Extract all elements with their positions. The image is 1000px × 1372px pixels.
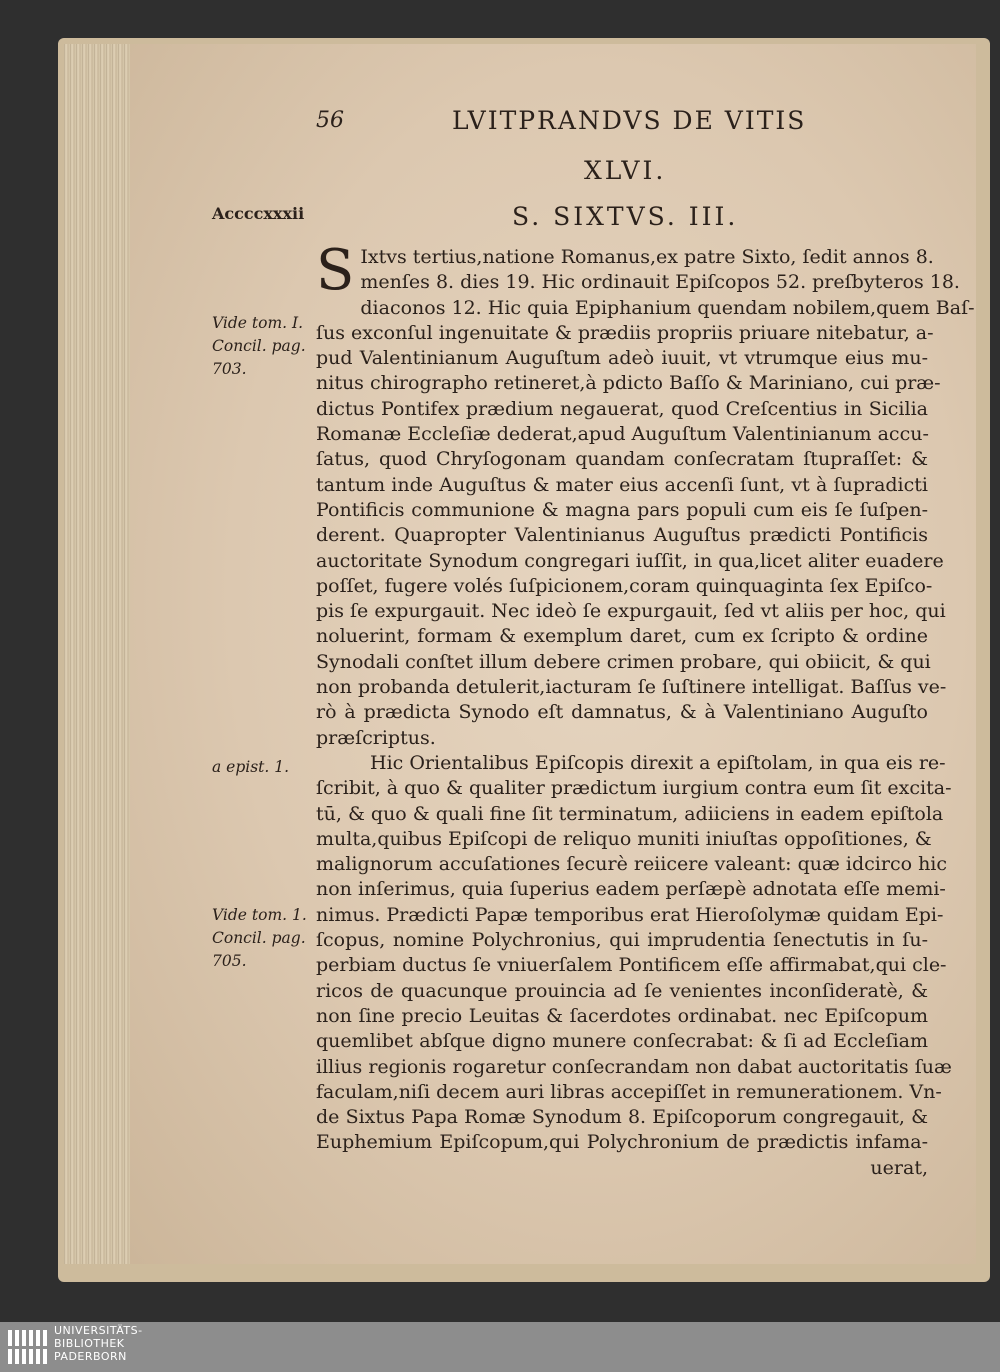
running-head xyxy=(312,104,812,140)
text-line: ſcribit, à quo & qualiter prædictum iurgium contra eum ſit excita- xyxy=(316,777,952,800)
text-line: poſſet, fugere volés ſuſpicionem,coram quinquaginta ſex Epiſco- xyxy=(316,574,933,597)
margin-year-note: Accccxxxii xyxy=(212,204,305,223)
text-line: faculam,niſi decem auri libras accepiſſet in remunerationem. Vn- xyxy=(316,1080,942,1103)
catchword: uerat, xyxy=(870,1156,928,1179)
text-line: pud Valentinianum Auguſtum adeò iuuit, vt vtrumque eius mu- xyxy=(316,347,928,370)
text-line: illius regionis rogaretur conſecrandam non dabat auctoritatis ſuæ xyxy=(316,1055,952,1078)
text-line: derent. Quapropter Valentinianus Auguſtus prædicti Pontificis xyxy=(316,524,928,547)
logo-line: UNIVERSITÄTS- xyxy=(54,1324,143,1337)
text-line: non inſerimus, quia ſuperius eadem perſæpè adnotata eſſe memi- xyxy=(316,878,946,901)
university-library-logo-icon xyxy=(6,1326,50,1368)
text-line: non probanda detulerit,iacturam ſe ſuſtinere intelligat. Baſſus ve- xyxy=(316,676,947,699)
chapter-title: S. SIXTVS. III. xyxy=(512,202,739,231)
body-text xyxy=(316,238,975,1181)
text-line: noluerint, formam & exemplum daret, cum ex ſcripto & ordine xyxy=(316,625,928,648)
running-title: LVITPRANDVS DE VITIS xyxy=(452,106,807,135)
text-line: menſes 8. dies 19. Hic ordinauit Epiſcopos 52. preſbyteros 18. xyxy=(360,271,960,294)
chapter-number: XLVI. xyxy=(584,156,667,185)
text-line: ſcopus, nomine Polychronius, qui imprudentia ſenectutis in ſu- xyxy=(316,929,928,952)
text-line: Euphemium Epiſcopum,qui Polychronium de prædictis infama- xyxy=(316,1131,928,1154)
text-line: Romanæ Eccleſiæ dederat,apud Auguſtum Valentinianum accu- xyxy=(316,423,929,446)
text-line: pis ſe expurgauit. Nec ideò ſe expurgauit, ſed vt aliis per hoc, qui xyxy=(316,600,946,623)
text-line: multa,quibus Epiſcopi de reliquo muniti iniuſtas oppoſitiones, & xyxy=(316,827,932,850)
drop-cap: S xyxy=(316,238,355,303)
text-line: Synodali conſtet illum debere crimen probare, qui obiicit, & qui xyxy=(316,650,931,673)
margin-note-epist: a epist. 1. xyxy=(212,758,290,776)
text-line: diaconos 12. Hic quia Epiphanium quendam nobilem,quem Baſ- xyxy=(360,296,975,319)
text-line: auctoritate Synodum congregari iuſſit, in qua,licet aliter euadere xyxy=(316,549,944,572)
text-line: malignorum accuſationes ſecurè reiicere valeant: quæ idcirco hic xyxy=(316,853,948,876)
text-line: rò à prædicta Synodo eſt damnatus, & à Valentiniano Auguſto xyxy=(316,701,928,724)
text-line: tū, & quo & quali fine ſit terminatum, adiiciens in eadem epiſtola xyxy=(316,802,944,825)
text-line: nitus chirographo retineret,à pdicto Baſſo & Mariniano, cui præ- xyxy=(316,372,941,395)
text-line: non ſine precio Leuitas & ſacerdotes ordinabat. nec Epiſcopum xyxy=(316,1004,928,1027)
text-line: ſatus, quod Chryſogonam quandam conſecratam ſtupraſſet: & xyxy=(316,448,928,471)
margin-note-vide-tom-1: Vide tom. I. Concil. pag. 703. xyxy=(212,314,306,378)
logo-line: PADERBORN xyxy=(54,1350,127,1363)
text-line: ricos de quacunque prouincia ad ſe venientes inconſideratè, & xyxy=(316,979,928,1002)
text-line: quemlibet abſque digno munere conſecrabat: & ſi ad Eccleſiam xyxy=(316,1030,928,1053)
page-edges xyxy=(64,44,140,1264)
margin-note-vide-tom-2: Vide tom. 1. Concil. pag. 705. xyxy=(212,906,307,970)
text-line: nimus. Prædicti Papæ temporibus erat Hieroſolymæ quidam Epi- xyxy=(316,903,944,926)
text-line: Hic Orientalibus Epiſcopis direxit a epiſtolam, in qua eis re- xyxy=(370,751,946,774)
text-line: ſus exconſul ingenuitate & prædiis propriis priuare nitebatur, a- xyxy=(316,321,934,344)
library-logo-text xyxy=(54,1324,143,1363)
library-footer-bar xyxy=(0,1322,1000,1372)
text-line: tantum inde Auguſtus & mater eius accenſi ſunt, vt à ſupradicti xyxy=(316,473,928,496)
text-line: præſcriptus. xyxy=(316,726,436,749)
text-line: Pontificis communione & magna pars populi cum eis ſe ſuſpen- xyxy=(316,498,928,521)
text-line: de Sixtus Papa Romæ Synodum 8. Epiſcoporum congregauit, & xyxy=(316,1106,928,1129)
page-number: 56 xyxy=(316,108,344,133)
logo-line: BIBLIOTHEK xyxy=(54,1337,125,1350)
text-line: perbiam ductus ſe vniuerſalem Pontificem eſſe affirmabat,qui cle- xyxy=(316,954,947,977)
text-line: Ixtvs tertius,natione Romanus,ex patre Sixto, ſedit annos 8. xyxy=(360,246,934,268)
text-line: dictus Pontifex prædium negauerat, quod Creſcentius in Sicilia xyxy=(316,397,928,420)
